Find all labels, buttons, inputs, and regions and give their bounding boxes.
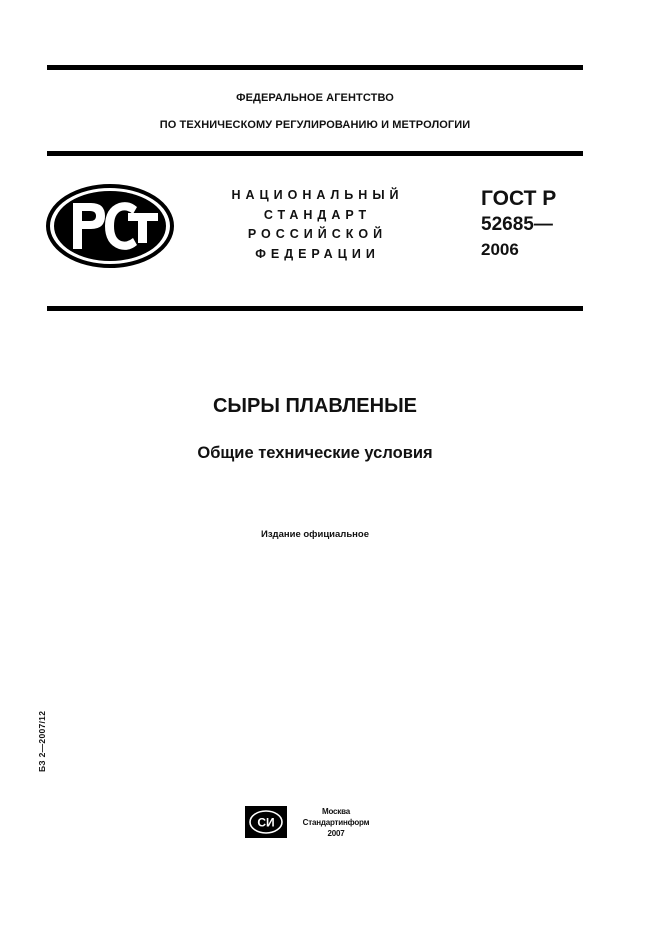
header-bottom-rule [47,306,583,311]
rst-emblem-icon [45,183,175,269]
header-middle-rule [47,151,583,156]
standard-type-line2: СТАНДАРТ [263,207,372,222]
document-subtitle: Общие технические условия [197,444,433,462]
standartinform-logo-icon [245,806,287,838]
standard-type-line1: НАЦИОНАЛЬНЫЙ [231,188,404,202]
publisher-city: Москва [322,807,350,816]
publisher-imprint [290,806,382,839]
publisher-logo-letters: СИ [257,815,275,830]
sidebar-code: БЗ 2—2007/12 [37,710,47,772]
standard-type-line4: ФЕДЕРАЦИИ [255,246,380,261]
publisher-year: 2007 [327,829,345,838]
standard-type-block [215,186,420,264]
gost-prefix: ГОСТ Р [481,187,557,210]
header-top-rule [47,65,583,70]
agency-name-line1: ФЕДЕРАЛЬНОЕ АГЕНТСТВО [236,92,394,104]
standard-type-line3: РОССИЙСКОЙ [247,227,388,241]
publisher-name: Стандартинформ [302,818,370,827]
agency-name-line2: ПО ТЕХНИЧЕСКОМУ РЕГУЛИРОВАНИЮ И МЕТРОЛОГИИ [159,119,471,131]
document-title: СЫРЫ ПЛАВЛЕНЫЕ [212,395,418,417]
gost-year: 2006 [481,240,519,259]
gost-number: 52685— [481,214,553,235]
edition-label: Издание официальное [261,529,369,540]
